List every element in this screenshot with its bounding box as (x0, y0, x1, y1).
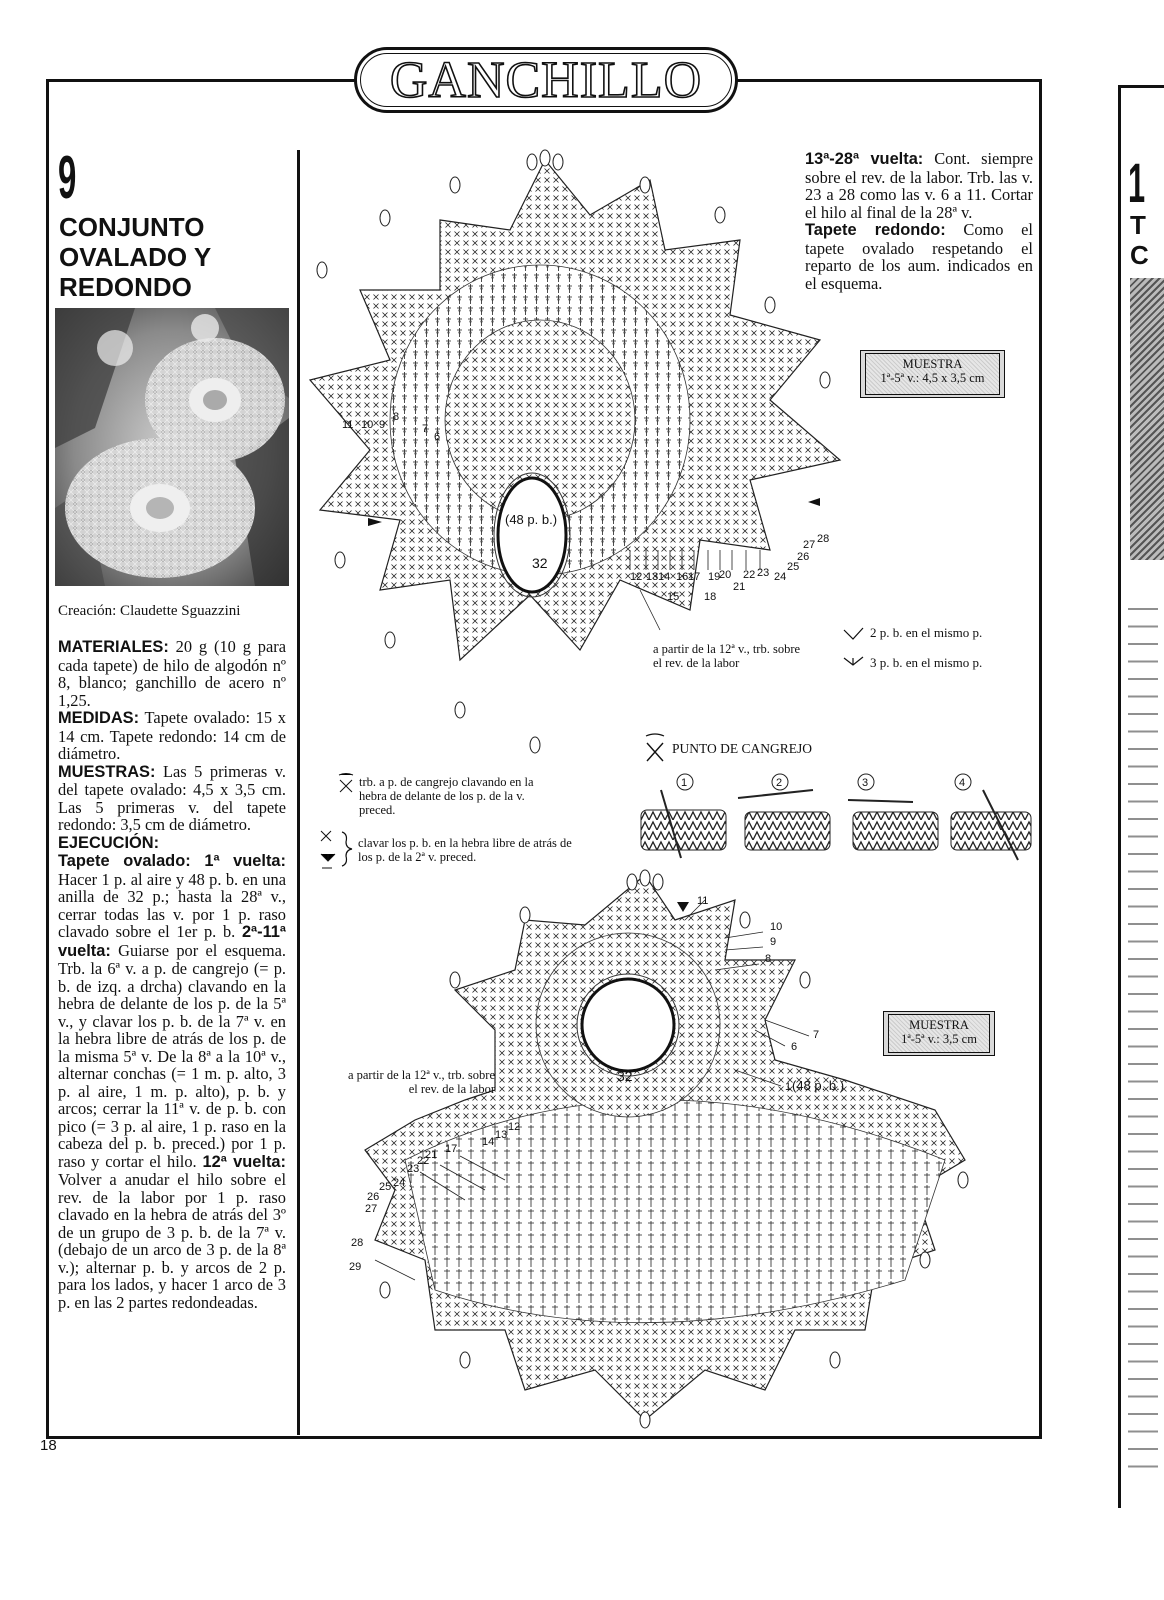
step-number: 4 (959, 777, 966, 789)
svg-text:26: 26 (367, 1191, 380, 1203)
sample-title: MUESTRA (909, 1018, 969, 1032)
round-1-paragraph (58, 852, 286, 1311)
round-doily-diagram (345, 860, 985, 1430)
measures-paragraph (58, 709, 286, 763)
round-12-text: Volver a anudar el hilo sobre el rev. de la labor por 1 p. raso clavado en la hebra de atrás del 3º de un grupo de 3 p. b. de la 7ª v. (debajo de un arco de 3 p. de la 8ª v.); alternar p. b. y arcos de 2 p. para los lados, y hacer 1 arco de 3 p. en las 2 partes redondeadas. (58, 1170, 286, 1312)
svg-text:11: 11 (342, 419, 354, 431)
execution-heading (58, 834, 286, 853)
svg-text:24: 24 (393, 1177, 406, 1189)
svg-text:18: 18 (704, 591, 717, 603)
step-3 (848, 774, 938, 850)
svg-text:14: 14 (658, 571, 671, 583)
materials-label: MATERIALES: (58, 638, 169, 656)
step-1 (641, 774, 726, 858)
adjacent-title-line: C (1130, 240, 1149, 270)
adjacent-title-line: T (1130, 210, 1146, 240)
svg-text:10: 10 (770, 921, 783, 933)
cangrejo-note: trb. a p. de cangrejo clavando en la hebra de delante de los p. de la v. preced. (359, 775, 534, 817)
round-1-label: Tapete ovalado: 1ª vuelta: (58, 852, 286, 870)
article-number: 9 (58, 144, 77, 211)
round-12-label: 12ª vuelta: (202, 1152, 286, 1171)
svg-text:24: 24 (774, 571, 787, 583)
ring-count-label: 32 (617, 1068, 633, 1084)
round-diagram-note: a partir de la 12ª v., trb. sobre el rev. de la labor (347, 1068, 495, 1096)
sample-title: MUESTRA (902, 357, 963, 371)
svg-text:8: 8 (393, 411, 400, 423)
svg-text:17: 17 (688, 571, 701, 583)
adjacent-article-number: 1 (1128, 151, 1146, 214)
svg-text:7: 7 (422, 423, 429, 435)
svg-text:12: 12 (508, 1121, 521, 1133)
svg-text:21: 21 (733, 581, 746, 593)
svg-text:6: 6 (434, 431, 441, 443)
first-round-label: (48 p. b.) (505, 512, 558, 527)
page-number: 18 (40, 1437, 57, 1454)
doily-photo (55, 308, 289, 586)
article-title (59, 212, 289, 302)
step-number: 1 (681, 777, 688, 789)
svg-text:23: 23 (407, 1163, 420, 1175)
svg-text:7: 7 (813, 1029, 820, 1041)
svg-text:16: 16 (676, 571, 689, 583)
adjacent-photo (1130, 278, 1164, 560)
step-number: 3 (862, 777, 869, 789)
svg-text:27: 27 (365, 1203, 378, 1215)
execution-label: EJECUCIÓN: (58, 833, 160, 852)
materials-text: 20 g (10 g para cada tapete) de hilo de algodón nº 8, blanco; ganchillo de acero nº 1,25. (58, 637, 286, 710)
svg-text:20: 20 (719, 569, 732, 581)
svg-text:21: 21 (425, 1149, 438, 1161)
svg-text:8: 8 (765, 953, 772, 965)
instructions-text (58, 638, 286, 1311)
measures-text: Tapete ovalado: 15 x 14 cm. Tapete redondo: 14 cm de diámetro. (58, 708, 286, 763)
free-loop-note: clavar los p. b. en la hebra libre de atrás de los p. de la 2ª v. preced. (358, 836, 572, 864)
two-pb-symbol-icon (841, 625, 867, 675)
step-number: 2 (776, 777, 783, 789)
title-line: REDONDO (59, 272, 192, 302)
svg-text:13: 13 (646, 571, 659, 583)
section-title: GANCHILLO (360, 53, 732, 107)
svg-text:11: 11 (697, 895, 709, 907)
samples-paragraph (58, 763, 286, 834)
adjacent-text-lines (1128, 600, 1158, 1480)
sample-box-inner (865, 353, 1000, 395)
materials-paragraph (58, 638, 286, 709)
svg-text:22: 22 (743, 569, 756, 581)
svg-text:9: 9 (770, 936, 777, 948)
svg-text:12: 12 (630, 571, 643, 583)
sample-value: 1ª-5ª v.: 4,5 x 3,5 cm (880, 371, 985, 385)
cangrejo-small-icon (337, 772, 355, 794)
title-line: OVALADO Y (59, 242, 212, 272)
sample-value: 1ª-5ª v.: 3,5 cm (901, 1032, 977, 1046)
svg-text:29: 29 (349, 1261, 362, 1273)
credit-line: Creación: Claudette Sguazzini (58, 603, 241, 619)
samples-label: MUESTRAS: (58, 762, 156, 781)
svg-text:17: 17 (445, 1143, 458, 1155)
step-2 (738, 774, 830, 850)
svg-text:6: 6 (791, 1041, 798, 1053)
svg-text:26: 26 (797, 551, 810, 563)
svg-text:13: 13 (495, 1129, 508, 1141)
svg-text:15: 15 (667, 591, 680, 603)
round-doily-text: Como el tapete ovalado respetando el reparto de los aum. indicados en el esquema. (805, 220, 1033, 293)
round-1-text: Hacer 1 p. al aire y 48 p. b. en una anilla de 32 p.; hasta la 28ª v., cerrar todas las v. por 1 p. raso clavado sobre el 1er p. b. (58, 869, 286, 941)
round-2-label: 2ª-11ª vuelta: (58, 923, 286, 960)
adjacent-page-edge (1088, 60, 1164, 1510)
round-doily-label: Tapete redondo: (805, 221, 946, 239)
svg-text:14: 14 (482, 1136, 495, 1148)
svg-text:9: 9 (379, 419, 386, 431)
svg-text:10: 10 (361, 419, 374, 431)
oval-diagram-note: a partir de la 12ª v., trb. sobre el rev. de la labor (653, 642, 801, 670)
first-round-label: (48 p. b.) (792, 1078, 845, 1093)
svg-text:25: 25 (379, 1181, 392, 1193)
measures-label: MEDIDAS: (58, 709, 140, 727)
svg-text:19: 19 (708, 571, 721, 583)
svg-text:1: 1 (785, 1081, 792, 1093)
ring-count-label: 32 (532, 555, 548, 571)
title-line: CONJUNTO (59, 212, 205, 242)
cangrejo-steps-illustration (633, 770, 1033, 862)
legend-three-pb: 3 p. b. en el mismo p. (870, 655, 983, 670)
cangrejo-symbol-icon (643, 733, 667, 763)
step-4 (951, 774, 1031, 860)
svg-text:28: 28 (351, 1237, 364, 1249)
adjacent-title (1130, 210, 1149, 270)
svg-text:25: 25 (787, 561, 800, 573)
legend-two-pb: 2 p. b. en el mismo p. (870, 625, 983, 640)
round-13-text: Cont. siempre sobre el rev. de la labor. Trb. las v. 23 a 28 como las v. 6 a 11. Cortar el hilo al final de la 28ª v. (805, 149, 1034, 222)
svg-text:22: 22 (417, 1155, 430, 1167)
svg-text:23: 23 (757, 567, 770, 579)
round-13-label: 13ª-28ª vuelta: (805, 150, 924, 168)
cangrejo-title: PUNTO DE CANGREJO (672, 741, 813, 756)
samples-text: Las 5 primeras v. del tapete ovalado: 4,5 x 3,5 cm. Las 5 primeras v. del tapete redondo: 3,5 cm de diámetro. (58, 761, 286, 834)
sample-box-oval (860, 350, 1005, 398)
svg-text:27: 27 (803, 539, 816, 551)
svg-text:28: 28 (817, 533, 830, 545)
round-2-text: Guiarse por el esquema. Trb. la 6ª v. a p. de cangrejo (= p. b. de izq. a drcha) clavando en la hebra de delante de los p. de la 5ª v., y clavar los p. b. de la 7ª v. en la hebra libre de atrás de los p. de la misma 5ª v. De la 8ª a la 10ª v., alternar conchas (= 1 m. p. alto, 3 p. al aire, 1 m. p. alto), p. b. y arcos; cerrar la 11ª v. de p. b. con pico (= 3 p. al aire, 1 p. raso en la cabeza del p. b. preced.) por 1 p. raso y cortar el hilo. (58, 940, 286, 1171)
